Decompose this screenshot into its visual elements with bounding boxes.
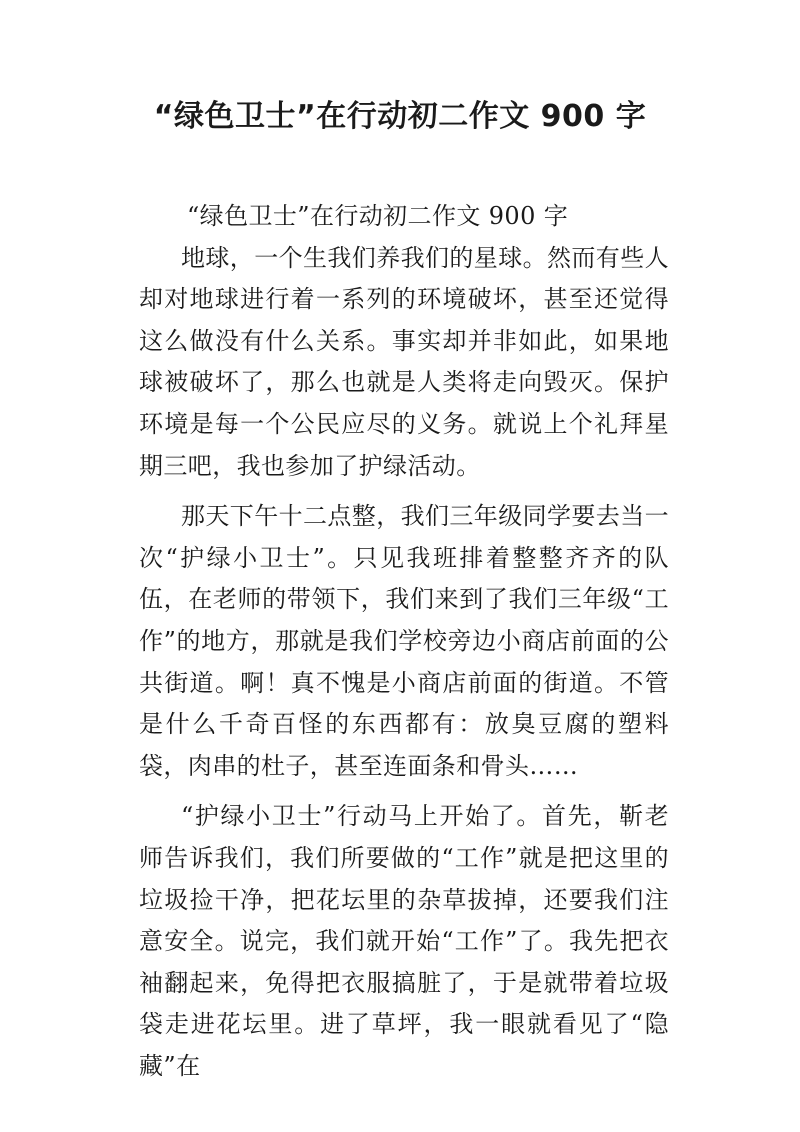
document-title: “绿色卫士”在行动初二作文 900 字	[153, 99, 647, 134]
paragraph: 那天下午十二点整，我们三年级同学要去当一次“护绿小卫士”。只见我班排着整整齐齐的队伍，在老师的带领下，我们来到了我们三年级“工作”的地方，那就是我们学校旁边小商店前面的公共街道。啊！真不愧是小商店前面的街道。不管是什么千奇百怪的东西都有：放臭豆腐的塑料袋，肉串的杜子，甚至连面条和骨头……	[139, 502, 669, 780]
document-body	[139, 196, 669, 1087]
paragraph: 地球，一个生我们养我们的星球。然而有些人却对地球进行着一系列的环境破坏，甚至还觉得这么做没有什么关系。事实却并非如此，如果地球被破坏了，那么也就是人类将走向毁灭。保护环境是每一个公民应尽的义务。就说上个礼拜星期三吧，我也参加了护绿活动。	[139, 243, 669, 480]
paragraph: “护绿小卫士”行动马上开始了。首先，靳老师告诉我们，我们所要做的“工作”就是把这里的垃圾捡干净，把花坛里的杂草拔掉，还要我们注意安全。说完，我们就开始“工作”了。我先把衣袖翻起来，免得把衣服搞脏了，于是就带着垃圾袋走进花坛里。进了草坪，我一眼就看见了“隐藏”在	[139, 802, 669, 1080]
document-subtitle: “绿色卫士”在行动初二作文 900 字	[187, 202, 569, 230]
